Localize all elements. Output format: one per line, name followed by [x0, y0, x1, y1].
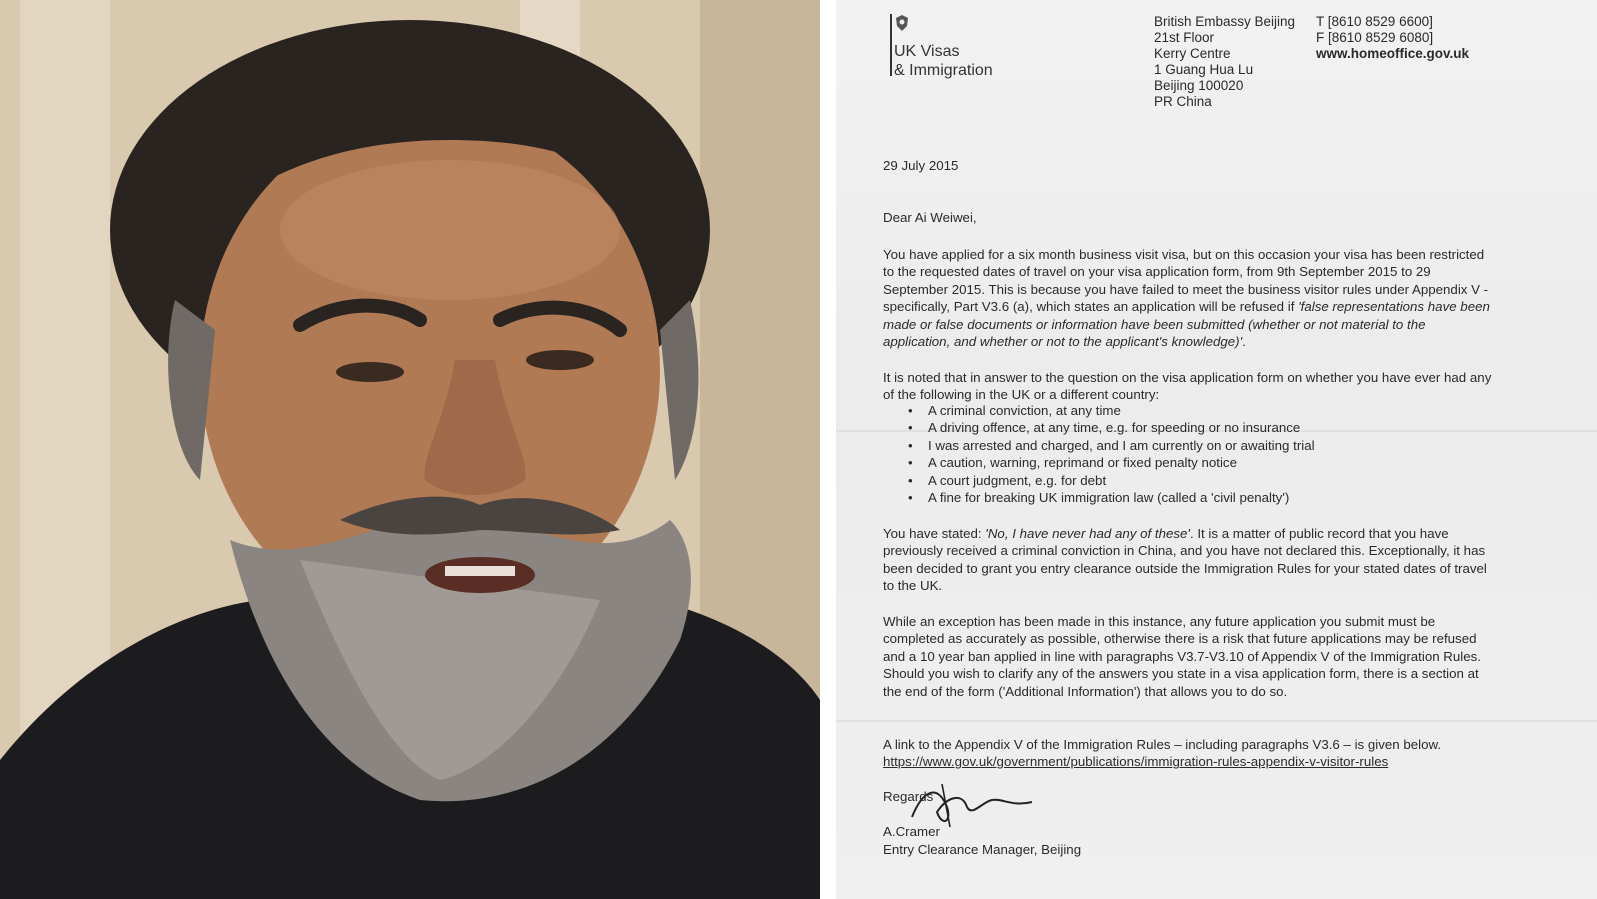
- visa-letter: [836, 0, 1597, 899]
- list-item: • A criminal conviction, at any time: [904, 402, 1464, 419]
- paragraph-5: [883, 736, 1493, 771]
- list-item: • A caution, warning, reprimand or fixed penalty notice: [904, 454, 1464, 471]
- address-line: British Embassy Beijing: [1154, 14, 1296, 29]
- signer-title: Entry Clearance Manager, Beijing: [883, 842, 1082, 857]
- paragraph-3: [883, 525, 1493, 595]
- regards: Regards: [883, 789, 934, 804]
- paragraph-1-quote: 'false representations have been made or false documents or information have been submitted (whether or not material to the application, and whether or not to the applicant's knowledge)': [883, 299, 1490, 350]
- royal-crest-icon: [894, 14, 910, 32]
- paragraph-3-lead: You have stated:: [883, 526, 986, 541]
- address-line: 1 Guang Hua Lu: [1154, 62, 1254, 77]
- list-item: • A fine for breaking UK immigration law (called a 'civil penalty'): [904, 489, 1464, 506]
- address-line: PR China: [1154, 94, 1212, 109]
- embassy-address: [1154, 14, 1295, 110]
- address-line: Kerry Centre: [1154, 46, 1231, 61]
- list-item: • A court judgment, e.g. for debt: [904, 472, 1464, 489]
- phone-number: T [8610 8529 6600]: [1316, 14, 1433, 29]
- paragraph-4: While an exception has been made in this instance, any future application you submit must be completed as accurately as possible, otherwise there is a risk that future applications may be refused and a 10 year ban applied in line with paragraphs V3.7-V3.10 of Appendix V of the Immigration Rules. Should you wish to clarify any of the answers you state in a visa application form, there is a section at the end of the form ('Additional Information') that allows you to do so.: [883, 614, 1481, 699]
- question-list: [904, 402, 1464, 506]
- paragraph-3-quote: 'No, I have never had any of these': [985, 526, 1190, 541]
- salutation: Dear Ai Weiwei,: [883, 210, 977, 225]
- list-item: • A driving offence, at any time, e.g. for speeding or no insurance: [904, 419, 1464, 436]
- contact-info: [1316, 14, 1469, 62]
- address-line: Beijing 100020: [1154, 78, 1244, 93]
- fax-number: F [8610 8529 6080]: [1316, 30, 1434, 45]
- appendix-v-link[interactable]: https://www.gov.uk/government/publications/immigration-rules-appendix-v-visitor-rules: [883, 754, 1389, 770]
- paragraph-1-tail: .: [1242, 334, 1246, 350]
- brand-logo-text: [894, 42, 993, 80]
- paragraph-1-text: You have applied for a six month business visit visa, but on this occasion your visa has been restricted to the requested dates of travel on your visa application form, from 9th September 2015 to 29 September 2015. This is because you have failed to meet the business visitor rules under Appendix V - specifically, Part V3.6 (a), which states an application will be refused if: [883, 247, 1489, 315]
- brand-line-1: UK Visas: [894, 43, 960, 60]
- letter-date: 29 July 2015: [883, 158, 959, 173]
- panel-divider: [820, 0, 836, 899]
- paragraph-3-text: . It is a matter of public record that you have previously received a criminal conviction in China, and you have not declared this. Exceptionally, it has been decided to grant you entry clearance outside the Immigration Rules for your stated dates of travel to the UK.: [883, 526, 1487, 594]
- website: www.homeoffice.gov.uk: [1316, 46, 1470, 61]
- signer-name: A.Cramer: [883, 824, 940, 839]
- paragraph-2: It is noted that in answer to the question on the visa application form on whether you have ever had any of the following in the UK or a different country:: [883, 370, 1492, 403]
- address-line: 21st Floor: [1154, 30, 1215, 45]
- list-item: • I was arrested and charged, and I am currently on or awaiting trial: [904, 437, 1464, 454]
- brand-rule: [890, 14, 892, 76]
- brand-line-2: & Immigration: [894, 62, 993, 79]
- paragraph-5-text: A link to the Appendix V of the Immigration Rules – including paragraphs V3.6 – is given below.: [883, 737, 1442, 752]
- paper-crease: [836, 720, 1597, 722]
- paragraph-1: [883, 246, 1493, 350]
